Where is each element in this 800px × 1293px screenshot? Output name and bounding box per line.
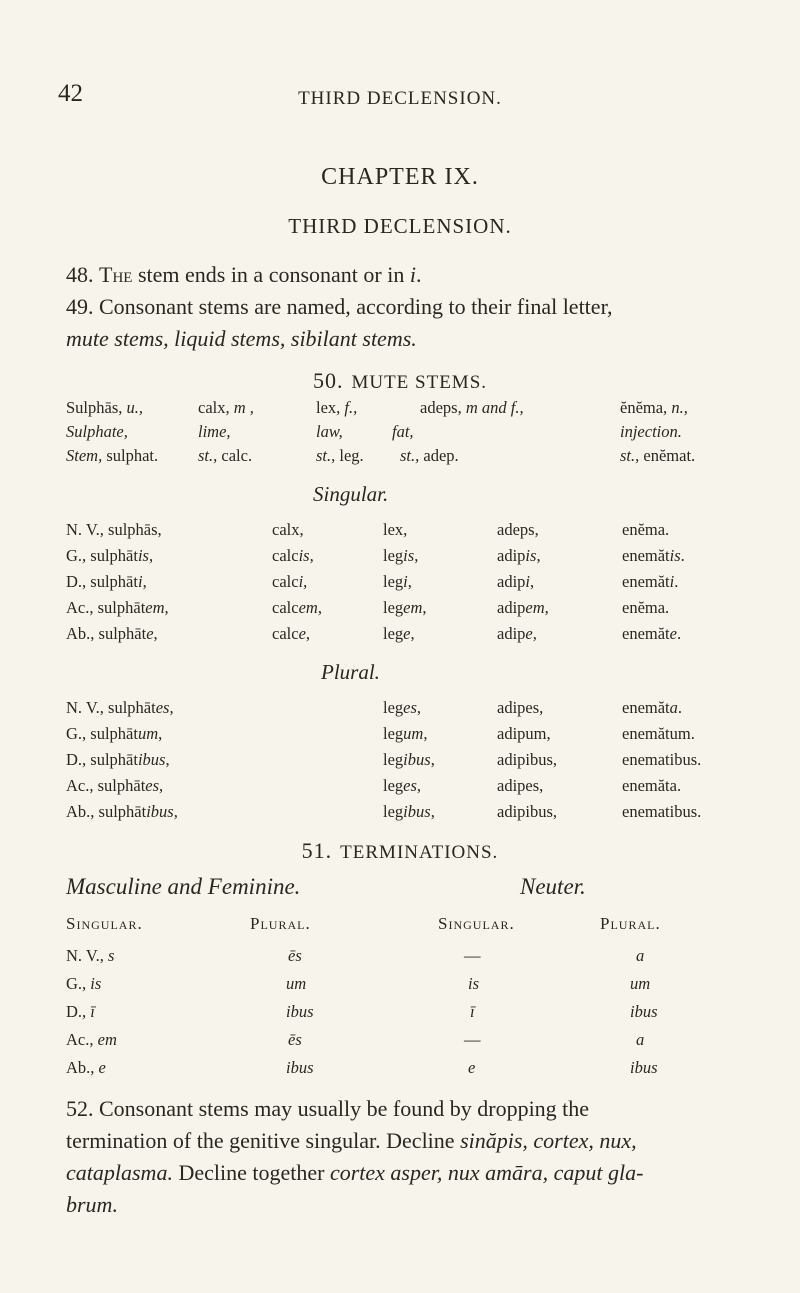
- pl-row-g-4: enemătum.: [622, 724, 695, 743]
- pl-row-n-2: [383, 698, 421, 718]
- sg-row-ac-5: [622, 598, 669, 618]
- cell: leg: [383, 724, 404, 743]
- punct: ,: [544, 598, 549, 617]
- stem: adep.: [419, 446, 459, 465]
- ending: ibus: [403, 802, 431, 821]
- stem-2: [198, 446, 252, 466]
- punct: ,: [148, 546, 154, 565]
- term-row-1-nsg: —: [464, 946, 481, 965]
- cell: enemăt: [622, 572, 670, 591]
- cell: leg: [383, 776, 404, 795]
- gender: u.,: [126, 398, 144, 417]
- cell: D., sulphāt: [66, 750, 138, 769]
- term-row-5-npl: [630, 1058, 658, 1078]
- neuter-label: Neuter.: [520, 874, 586, 899]
- stem-3: [316, 446, 364, 466]
- ending: ibus: [403, 750, 431, 769]
- cell: enemăt: [622, 624, 670, 643]
- meaning: law,: [316, 422, 343, 441]
- term-row-5-mfpl: [286, 1058, 314, 1078]
- ending: e: [146, 624, 154, 643]
- pl-row-ac-2: [383, 776, 421, 796]
- ending: e: [98, 1058, 106, 1077]
- sg-row-g-4: [497, 546, 541, 566]
- pl-row-g-1: [66, 724, 162, 744]
- ending: em: [298, 598, 318, 617]
- punct: ,: [164, 598, 169, 617]
- word: adeps,: [420, 398, 466, 417]
- paragraph-text: stem ends in a consonant or in: [132, 262, 410, 287]
- ending: is: [137, 546, 149, 565]
- punct: ,: [142, 572, 147, 591]
- ending: is: [298, 546, 310, 565]
- ending: es: [403, 776, 417, 795]
- punct: ,: [158, 724, 163, 743]
- paragraph-text-end: .: [415, 262, 422, 287]
- case: D.,: [66, 1002, 91, 1021]
- term-row-4-case: [66, 1030, 117, 1050]
- latin-words: cortex asper, nux amāra, caput gla-: [329, 1160, 644, 1185]
- word-row-1-c: [316, 398, 357, 418]
- lead-word: The: [99, 262, 133, 287]
- cell: adip: [497, 598, 526, 617]
- case: N. V.,: [66, 946, 109, 965]
- punct: ,: [317, 598, 322, 617]
- stem-label: st.,: [400, 446, 420, 465]
- cell: leg: [383, 624, 404, 643]
- punct: ,: [153, 624, 158, 643]
- cell: enĕma.: [622, 598, 670, 617]
- paragraph-number: 52.: [66, 1096, 94, 1121]
- punct: ,: [169, 698, 174, 717]
- stem-5: [620, 446, 695, 466]
- punct: .: [674, 572, 679, 591]
- pl-row-ac-3: adipes,: [497, 776, 544, 795]
- pl-row-d-2: [383, 750, 435, 770]
- word: lex,: [316, 398, 345, 417]
- ending: ibus: [146, 802, 174, 821]
- stem-4: [400, 446, 459, 466]
- cell: Ac., sulphāt: [66, 776, 146, 795]
- cell: Ab., sulphāt: [66, 624, 147, 643]
- gender: f.,: [344, 398, 358, 417]
- term-row-4-npl: [636, 1030, 644, 1050]
- paragraph-49-line-2: [66, 322, 746, 356]
- paragraph-line: Consonant stems are named, according to their final letter,: [99, 294, 613, 319]
- paragraph-number: 49.: [66, 294, 94, 319]
- gender: n.,: [671, 398, 688, 417]
- ending: e: [525, 624, 533, 643]
- sg-row-n-4: adeps,: [497, 520, 539, 539]
- punct: .: [680, 546, 685, 565]
- pl-row-d-4: enematibus.: [622, 750, 702, 769]
- cell: Ab., sulphāt: [66, 802, 147, 821]
- ending: um: [137, 724, 159, 743]
- term-row-4-mfpl: [288, 1030, 302, 1050]
- paragraph-52-line-4: [66, 1188, 746, 1222]
- ending: um: [403, 724, 424, 743]
- cell: enemăt: [622, 546, 670, 565]
- term-row-5-case: [66, 1058, 106, 1078]
- meaning-3: [316, 422, 343, 442]
- paragraph-52-line-2: [66, 1124, 746, 1158]
- stem: leg.: [335, 446, 364, 465]
- ending: a: [669, 698, 678, 717]
- section-number: 50.: [312, 368, 344, 393]
- ending: e: [468, 1058, 476, 1077]
- stem-label: st.,: [620, 446, 640, 465]
- sg-row-ab-4: [497, 624, 537, 644]
- sg-row-n-5: enĕma.: [622, 520, 670, 539]
- sg-row-g-2: [272, 546, 314, 566]
- cell: leg: [383, 598, 404, 617]
- ending: ibus: [286, 1002, 314, 1021]
- plural-label: Plural.: [321, 660, 380, 684]
- ending: a: [636, 946, 645, 965]
- stem: sulphat.: [102, 446, 159, 465]
- word-row-1: [66, 398, 143, 418]
- section-50-title: [0, 368, 800, 394]
- punct: ,: [309, 546, 314, 565]
- cell: leg: [383, 698, 404, 717]
- punct: ,: [305, 624, 311, 643]
- term-row-4-nsg: —: [464, 1030, 481, 1049]
- word-row-1-b: [198, 398, 254, 418]
- pl-row-ab-1: [66, 802, 178, 822]
- sg-row-g-3: [383, 546, 418, 566]
- ending: ibus: [630, 1058, 658, 1077]
- ending: a: [636, 1030, 645, 1049]
- header-mf-plural: Plural.: [250, 914, 311, 933]
- page-number: 42: [58, 80, 83, 107]
- punct: ,: [410, 624, 415, 643]
- cell: calc: [272, 624, 299, 643]
- punct: ,: [422, 598, 427, 617]
- ending: ēs: [288, 1030, 302, 1049]
- pl-row-n-1: [66, 698, 174, 718]
- word: calx,: [198, 398, 234, 417]
- ending: e: [669, 624, 677, 643]
- paragraph-48: [66, 258, 746, 292]
- cell: leg: [383, 572, 404, 591]
- pl-row-ac-1: [66, 776, 163, 796]
- cell: leg: [383, 750, 404, 769]
- sg-row-d-1: [66, 572, 147, 592]
- term-row-1-case: [66, 946, 114, 966]
- term-row-2-nsg: [468, 974, 479, 994]
- term-row-2-npl: [630, 974, 650, 994]
- ending: ibus: [286, 1058, 314, 1077]
- term-row-3-npl: [630, 1002, 658, 1022]
- running-head: THIRD DECLENSION.: [298, 88, 502, 109]
- case: G.,: [66, 974, 91, 993]
- paragraph-52-line-3: [66, 1156, 746, 1190]
- punct: ,: [303, 572, 308, 591]
- punct: ,: [414, 546, 419, 565]
- term-row-3-mfpl: [286, 1002, 314, 1022]
- punct: ,: [173, 802, 178, 821]
- sg-row-ac-4: [497, 598, 549, 618]
- ending: is: [403, 546, 415, 565]
- ending: ī: [470, 1002, 475, 1021]
- sg-row-ac-3: [383, 598, 427, 618]
- ending: i: [669, 572, 675, 591]
- header-n-singular: Singular.: [438, 914, 515, 933]
- section-number: 51.: [301, 838, 333, 863]
- term-row-3-nsg: [470, 1002, 475, 1022]
- sg-row-d-4: [497, 572, 534, 592]
- latin-words: sinăpis, cortex, nux,: [460, 1128, 637, 1153]
- ending: em: [97, 1030, 117, 1049]
- punct: ,: [532, 624, 537, 643]
- sg-row-g-5: [622, 546, 685, 566]
- ending: i: [298, 572, 304, 591]
- header-n-plural: Plural.: [600, 914, 661, 933]
- singular-label: Singular.: [313, 482, 389, 506]
- ending: i: [525, 572, 531, 591]
- pl-row-n-3: adipes,: [497, 698, 544, 717]
- ending: e: [403, 624, 411, 643]
- ending: i: [403, 572, 408, 591]
- meaning: fat,: [392, 422, 414, 441]
- cell: adip: [497, 624, 526, 643]
- pl-row-ab-3: adipibus,: [497, 802, 558, 821]
- stem: enĕmat.: [639, 446, 696, 465]
- ending: um: [286, 974, 307, 993]
- word-row-1-d: [420, 398, 524, 418]
- pl-row-d-3: adipibus,: [497, 750, 558, 769]
- ending: ibus: [630, 1002, 658, 1021]
- term-row-2-case: [66, 974, 101, 994]
- latin-words: cataplasma.: [66, 1160, 173, 1185]
- pl-row-d-1: [66, 750, 170, 770]
- punct: ,: [530, 572, 535, 591]
- cell: G., sulphāt: [66, 724, 138, 743]
- ending: e: [298, 624, 306, 643]
- term-row-5-nsg: [468, 1058, 475, 1078]
- chapter-subtitle: THIRD DECLENSION.: [288, 214, 512, 238]
- header-mf-singular: Singular.: [66, 914, 143, 933]
- ending: is: [669, 546, 681, 565]
- word: ĕnĕma,: [620, 398, 672, 417]
- paragraph-number: 48.: [66, 262, 94, 287]
- pl-row-g-2: [383, 724, 427, 744]
- sg-row-d-2: [272, 572, 307, 592]
- stem: calc.: [217, 446, 253, 465]
- case: Ac.,: [66, 1030, 98, 1049]
- cell: leg: [383, 802, 404, 821]
- punct: .: [676, 624, 682, 643]
- italic-term: i: [409, 262, 416, 287]
- term-row-1-mfpl: [288, 946, 302, 966]
- punct: ,: [423, 724, 428, 743]
- stem-label: Stem,: [66, 446, 103, 465]
- stem-1: [66, 446, 158, 466]
- ending: es: [145, 776, 160, 795]
- meaning: injection.: [620, 422, 682, 441]
- ending: is: [525, 546, 537, 565]
- ending: em: [525, 598, 545, 617]
- cell: adip: [497, 572, 526, 591]
- pl-row-n-4: [622, 698, 682, 718]
- punct: ,: [416, 776, 422, 795]
- sg-row-ac-2: [272, 598, 322, 618]
- ending: is: [468, 974, 480, 993]
- pl-row-ab-4: enematibus.: [622, 802, 702, 821]
- sg-row-d-5: [622, 572, 678, 592]
- sg-row-ab-1: [66, 624, 158, 644]
- cell: enemăt: [622, 698, 670, 717]
- cell: Ac., sulphāt: [66, 598, 146, 617]
- cell: D., sulphāt: [66, 572, 138, 591]
- case: Ab.,: [66, 1058, 99, 1077]
- cell: calc: [272, 572, 299, 591]
- ending: ibus: [137, 750, 166, 769]
- sg-row-n-3: lex,: [383, 520, 408, 539]
- latin-words: brum.: [66, 1192, 118, 1217]
- chapter-title: CHAPTER IX.: [321, 164, 479, 190]
- meaning-1: [66, 422, 128, 442]
- sg-row-n-1: N. V., sulphās,: [66, 520, 162, 539]
- ending: ēs: [288, 946, 302, 965]
- punct: ,: [159, 776, 164, 795]
- pl-row-ab-2: [383, 802, 435, 822]
- ending: ī: [90, 1002, 95, 1021]
- paragraph-49: [66, 290, 746, 324]
- sg-row-ab-2: [272, 624, 310, 644]
- paragraph-line: mute stems, liquid stems, sibilant stems.: [66, 326, 417, 351]
- punct: ,: [430, 802, 435, 821]
- word: Sulphās,: [66, 398, 127, 417]
- meaning-2: [198, 422, 231, 442]
- ending: em: [145, 598, 165, 617]
- sg-row-g-1: [66, 546, 153, 566]
- meaning: lime,: [198, 422, 231, 441]
- sg-row-ab-5: [622, 624, 681, 644]
- ending: em: [403, 598, 423, 617]
- punct: ,: [416, 698, 422, 717]
- punct: ,: [407, 572, 412, 591]
- mf-label: Masculine and Feminine.: [66, 874, 301, 899]
- ending: s: [108, 946, 115, 965]
- cell: calc: [272, 546, 299, 565]
- cell: leg: [383, 546, 404, 565]
- punct: .: [677, 698, 683, 717]
- gender: m and f.,: [465, 398, 524, 417]
- pl-row-g-3: adipum,: [497, 724, 551, 743]
- section-51-title: [0, 838, 800, 864]
- sg-row-d-3: [383, 572, 412, 592]
- punct: ,: [165, 750, 170, 769]
- ending: is: [90, 974, 102, 993]
- punct: ,: [536, 546, 541, 565]
- gender: m ,: [233, 398, 254, 417]
- ending: es: [403, 698, 417, 717]
- meaning: Sulphate,: [66, 422, 128, 441]
- stem-label: st.,: [316, 446, 336, 465]
- paragraph-line: Consonant stems may usually be found by dropping the: [99, 1096, 590, 1121]
- ending: um: [630, 974, 651, 993]
- sg-row-ab-3: [383, 624, 415, 644]
- term-row-2-mfpl: [286, 974, 306, 994]
- paragraph-52: [66, 1092, 746, 1126]
- word-row-1-e: [620, 398, 688, 418]
- punct: ,: [430, 750, 435, 769]
- cell: N. V., sulphāt: [66, 698, 156, 717]
- section-heading: MUTE STEMS.: [351, 372, 488, 393]
- term-row-1-npl: [636, 946, 644, 966]
- paragraph-text: Decline together: [172, 1160, 330, 1185]
- paragraph-text: termination of the genitive singular. Decline: [66, 1128, 461, 1153]
- ending: i: [137, 572, 143, 591]
- sg-row-ac-1: [66, 598, 169, 618]
- section-heading: TERMINATIONS.: [340, 842, 499, 863]
- sg-row-n-2: calx,: [272, 520, 304, 539]
- meaning-5: [620, 422, 682, 442]
- term-row-3-case: [66, 1002, 95, 1022]
- cell: adip: [497, 546, 526, 565]
- meaning-4: [392, 422, 414, 442]
- pl-row-ac-4: enemăta.: [622, 776, 682, 795]
- cell: calc: [272, 598, 299, 617]
- ending: es: [155, 698, 170, 717]
- cell: G., sulphāt: [66, 546, 138, 565]
- stem-label: st.,: [198, 446, 218, 465]
